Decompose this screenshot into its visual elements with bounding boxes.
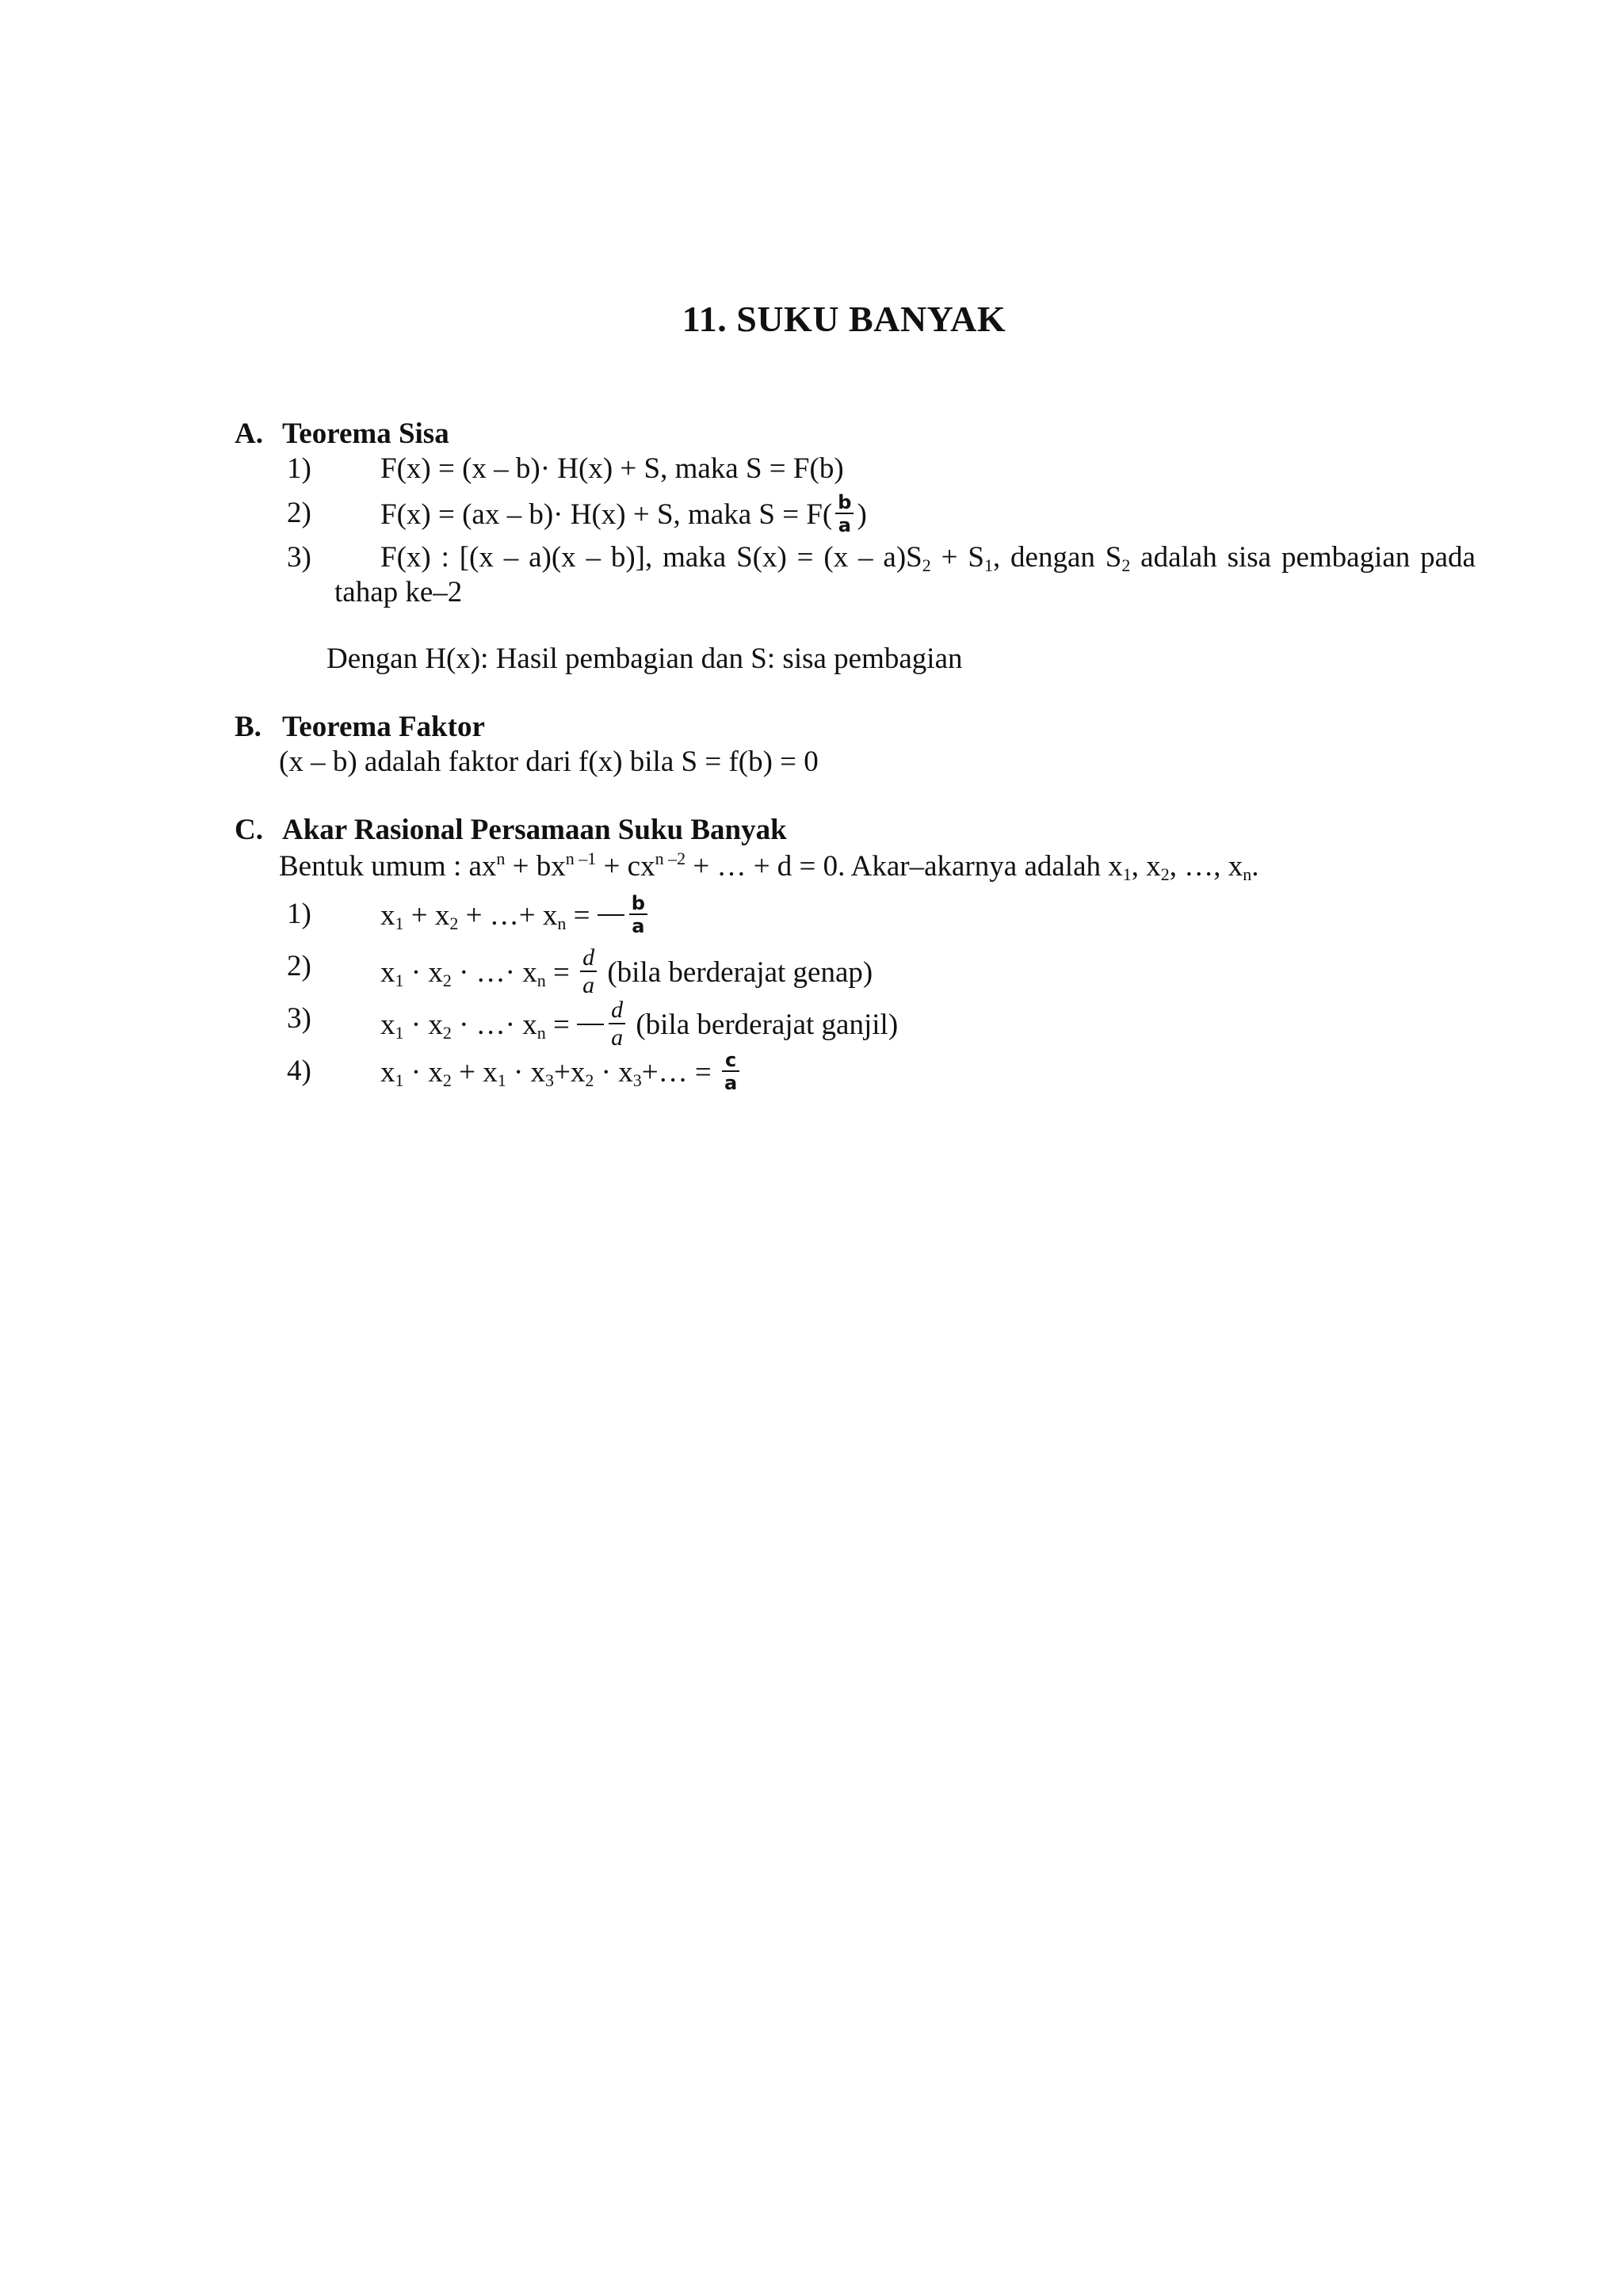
formula-remainder-2 (380, 491, 867, 538)
subscript: n (1243, 864, 1252, 884)
subscript: 1 (1122, 864, 1132, 884)
superscript: n –1 (565, 849, 597, 868)
fraction (609, 998, 625, 1050)
factor-theorem-text: (x – b) adalah faktor dari f(x) bila S = f(b) = 0 (279, 746, 819, 778)
vieta-pair-sum: $x_1 \cdot x_2 + x_1 \cdot x_3+x_2$ · $x_3+\dots$ = $\frac{c}{a}$ (380, 1054, 743, 1096)
fraction-denominator: a (724, 1072, 738, 1094)
section-c-letter: C. (235, 814, 263, 846)
formula-text: F(x) = (ax – b)· H(x) + S, maka S = F( (380, 498, 833, 531)
section-a-heading: Teorema Sisa (282, 418, 449, 450)
superscript: n –2 (655, 849, 686, 868)
fraction-numerator: d (609, 998, 625, 1024)
superscript: n (496, 849, 506, 868)
fraction-numerator: d (580, 946, 597, 972)
fraction (580, 946, 597, 997)
fraction-denominator: a (582, 972, 595, 998)
fraction-denominator: a (611, 1024, 624, 1051)
list-item-number: 4) (287, 1055, 311, 1087)
formula-text: . (1251, 850, 1259, 883)
section-c-heading: Akar Rasional Persamaan Suku Banyak (282, 814, 787, 846)
subscript: 2 (922, 555, 931, 575)
minus-sign (577, 1024, 604, 1025)
list-item-number: 1) (287, 452, 311, 485)
fraction-numerator: c (722, 1051, 739, 1072)
vieta-sum: $x_1 + x_2$ + …+ $x_n$ = $\frac{b}{a}$ (380, 897, 651, 939)
formula-text: F(x) : [(x – a)(x – b)], maka S(x) = (x – a)S (380, 541, 922, 574)
formula-text: ) (857, 498, 867, 531)
list-item-number: 2) (287, 497, 311, 529)
vieta-product-even: $x_1 \cdot x_2$ · …· $x_n$ = $\frac{d}{a}$ (bila berderajat genap) (380, 944, 873, 998)
general-form (279, 849, 1259, 884)
fraction-denominator: a (838, 514, 851, 536)
formula-note: (bila berderajat genap) (600, 955, 873, 989)
formula-text: + cx (596, 850, 655, 883)
formula-text: adalah sisa pembagian pada (1130, 541, 1476, 574)
fraction-denominator: a (632, 915, 645, 937)
formula-note: (bila berderajat ganjil) (628, 1008, 899, 1041)
fraction (629, 894, 647, 936)
list-item-number: 1) (287, 898, 311, 930)
fraction (722, 1051, 739, 1093)
list-item-number: 3) (287, 541, 311, 574)
vieta-product-odd: $x_1 \cdot x_2$ · …· $x_n$ = $\frac{d}{a}$ (bila berderajat ganjil) (380, 997, 899, 1051)
list-item-number: 2) (287, 950, 311, 982)
formula-text: + bx (505, 850, 566, 883)
formula-text: , dengan S (992, 541, 1122, 574)
fraction-numerator: b (835, 493, 854, 514)
subscript: 1 (983, 555, 993, 575)
minus-sign (598, 914, 624, 916)
note-text: Dengan H(x): Hasil pembagian dan S: sisa pembagian (327, 643, 963, 675)
page-title: 11. SUKU BANYAK (682, 299, 1006, 339)
formula-continuation: tahap ke–2 (334, 576, 463, 608)
formula-text: , …, x (1169, 850, 1243, 883)
formula-remainder-3 (380, 540, 1476, 575)
formula-text: Bentuk umum : ax (279, 850, 497, 883)
subscript: 2 (1160, 864, 1170, 884)
formula-text: + … + d = 0. Akar–akarnya adalah x (685, 850, 1123, 883)
subscript: 2 (1121, 555, 1131, 575)
fraction-numerator: b (629, 894, 647, 915)
list-item-number: 3) (287, 1002, 311, 1035)
section-b-heading: Teorema Faktor (282, 711, 485, 743)
formula-text: , x (1131, 850, 1161, 883)
section-a-letter: A. (235, 418, 263, 450)
formula-remainder-1: F(x) = (x – b)· H(x) + S, maka S = F(b) (380, 452, 844, 485)
fraction (835, 493, 854, 535)
formula-text: + S (930, 541, 984, 574)
section-b-letter: B. (235, 711, 262, 743)
